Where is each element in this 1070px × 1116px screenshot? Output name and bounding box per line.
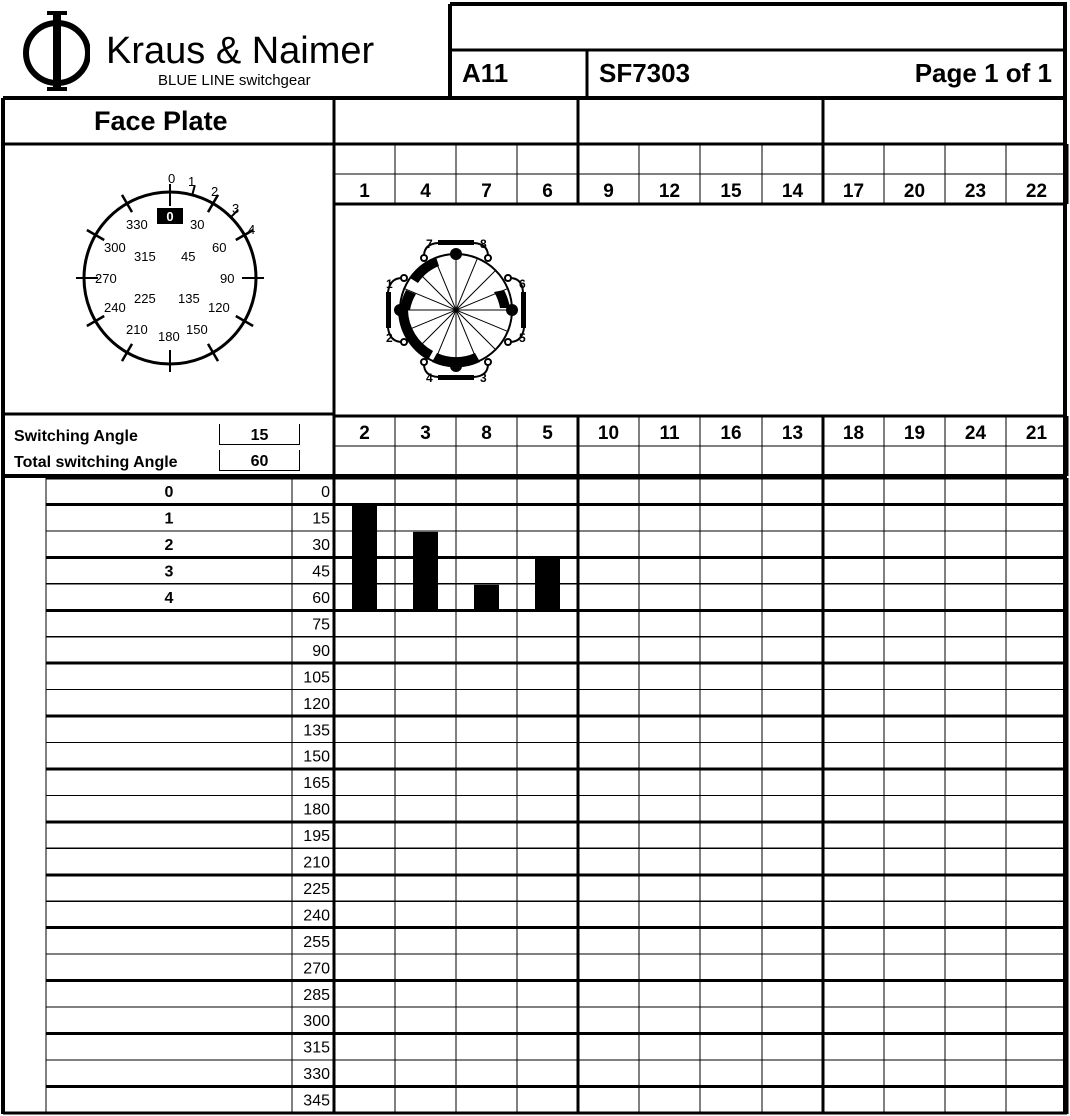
rotor-cam-right	[494, 290, 510, 308]
contact-label-8: 8	[480, 237, 487, 251]
position-label-3: 3	[164, 563, 174, 581]
closed-contact-bar	[352, 505, 377, 609]
dial-pos-0: 0	[168, 171, 176, 186]
position-angle-225: 225	[303, 880, 330, 898]
position-angle-195: 195	[303, 828, 330, 846]
dial-pos-3: 3	[232, 201, 240, 216]
position-angle-60: 60	[312, 590, 330, 608]
dial-angle-330: 330	[126, 217, 148, 232]
position-angle-270: 270	[303, 960, 330, 978]
position-label-2: 2	[164, 537, 174, 555]
dial-angle-135: 135	[178, 291, 200, 306]
position-label-4: 4	[164, 590, 174, 608]
contact-top-6: 6	[542, 181, 553, 202]
position-angle-255: 255	[303, 933, 330, 951]
contact-bottom-11: 11	[659, 423, 680, 444]
dial-angle-315: 315	[134, 249, 156, 264]
rotor-cam-left	[398, 310, 433, 360]
dial-angle-30: 30	[190, 217, 205, 232]
contact-bottom-3: 3	[420, 423, 431, 444]
position-angle-300: 300	[303, 1013, 330, 1031]
position-angle-75: 75	[312, 616, 330, 634]
contact-bottom-2: 2	[359, 423, 370, 444]
position-angle-315: 315	[303, 1039, 330, 1057]
header-part-number: SF7303	[599, 58, 691, 88]
contact-top-14: 14	[781, 181, 804, 202]
face-plate-title: Face Plate	[94, 106, 228, 136]
brand-logo	[20, 8, 440, 96]
contact-bottom-19: 19	[903, 423, 926, 444]
brand-name: Kraus & Naimer	[106, 30, 375, 72]
contact-top-1: 1	[359, 181, 370, 202]
contact-top-4: 4	[420, 181, 431, 202]
position-angle-90: 90	[312, 642, 330, 660]
contact-bottom-18: 18	[842, 423, 865, 444]
contact-top-20: 20	[903, 181, 926, 202]
position-angle-285: 285	[303, 986, 330, 1004]
position-angle-210: 210	[303, 854, 330, 872]
closed-contact-bar	[535, 558, 560, 609]
position-label-0: 0	[164, 484, 174, 502]
contact-label-2: 2	[386, 331, 393, 345]
contact-label-3: 3	[480, 371, 487, 385]
header-page: Page 1 of 1	[914, 58, 1052, 88]
position-label-1: 1	[164, 510, 174, 528]
dial-angle-180: 180	[158, 329, 180, 344]
dial-angle-60: 60	[212, 240, 227, 255]
position-angle-45: 45	[312, 563, 330, 581]
position-angle-150: 150	[303, 748, 330, 766]
dial-angle-45: 45	[181, 249, 196, 264]
dial-indicator-label: 0	[166, 209, 174, 224]
position-angle-165: 165	[303, 775, 330, 793]
contact-top-7: 7	[481, 181, 492, 202]
position-angle-0: 0	[321, 484, 330, 502]
contact-label-4: 4	[426, 371, 433, 385]
dial-angle-90: 90	[220, 271, 235, 286]
position-angle-120: 120	[303, 695, 330, 713]
contact-top-15: 15	[720, 181, 742, 202]
closed-contact-bar	[474, 585, 499, 609]
contact-top-9: 9	[603, 181, 614, 202]
contact-label-7: 7	[426, 237, 433, 251]
closed-contact-bar	[413, 532, 438, 609]
dial-angle-240: 240	[104, 300, 126, 315]
contact-bottom-24: 24	[964, 423, 987, 444]
contact-bottom-13: 13	[781, 423, 804, 444]
position-angle-345: 345	[303, 1092, 330, 1110]
switching-angle-value: 15	[219, 424, 300, 445]
switching-angle-label: Switching Angle	[14, 428, 138, 445]
brand-tagline: BLUE LINE switchgear	[158, 72, 311, 89]
contact-label-1: 1	[386, 277, 393, 291]
position-angle-330: 330	[303, 1066, 330, 1084]
contact-label-5: 5	[519, 331, 526, 345]
dial-pos-4: 4	[248, 222, 256, 237]
face-plate-dial	[70, 168, 270, 378]
dial-angle-300: 300	[104, 240, 126, 255]
position-angle-180: 180	[303, 801, 330, 819]
contact-bottom-5: 5	[542, 423, 553, 444]
contact-label-6: 6	[519, 277, 526, 291]
dial-angle-270: 270	[95, 271, 117, 286]
contact-top-17: 17	[842, 181, 865, 202]
contact-bottom-8: 8	[481, 423, 492, 444]
position-angle-105: 105	[303, 669, 330, 687]
contact-bottom-21: 21	[1025, 423, 1048, 444]
dial-angle-225: 225	[134, 291, 156, 306]
contact-bottom-16: 16	[720, 423, 742, 444]
dial-pos-1: 1	[188, 174, 196, 189]
dial-angle-210: 210	[126, 322, 148, 337]
phi-logo-icon	[20, 8, 90, 94]
contact-top-22: 22	[1025, 181, 1048, 202]
contact-bottom-10: 10	[597, 423, 620, 444]
dial-angle-120: 120	[208, 300, 230, 315]
contact-diagram	[376, 230, 536, 390]
contact-top-12: 12	[658, 181, 681, 202]
dial-pos-2: 2	[211, 184, 219, 199]
header-code: A11	[462, 58, 509, 88]
position-angle-240: 240	[303, 907, 330, 925]
position-angle-135: 135	[303, 722, 330, 740]
position-angle-30: 30	[312, 537, 330, 555]
total-switching-angle-label: Total switching Angle	[14, 454, 178, 471]
total-switching-angle-value: 60	[219, 450, 300, 471]
position-angle-15: 15	[312, 510, 330, 528]
contact-top-23: 23	[964, 181, 987, 202]
dial-angle-150: 150	[186, 322, 208, 337]
